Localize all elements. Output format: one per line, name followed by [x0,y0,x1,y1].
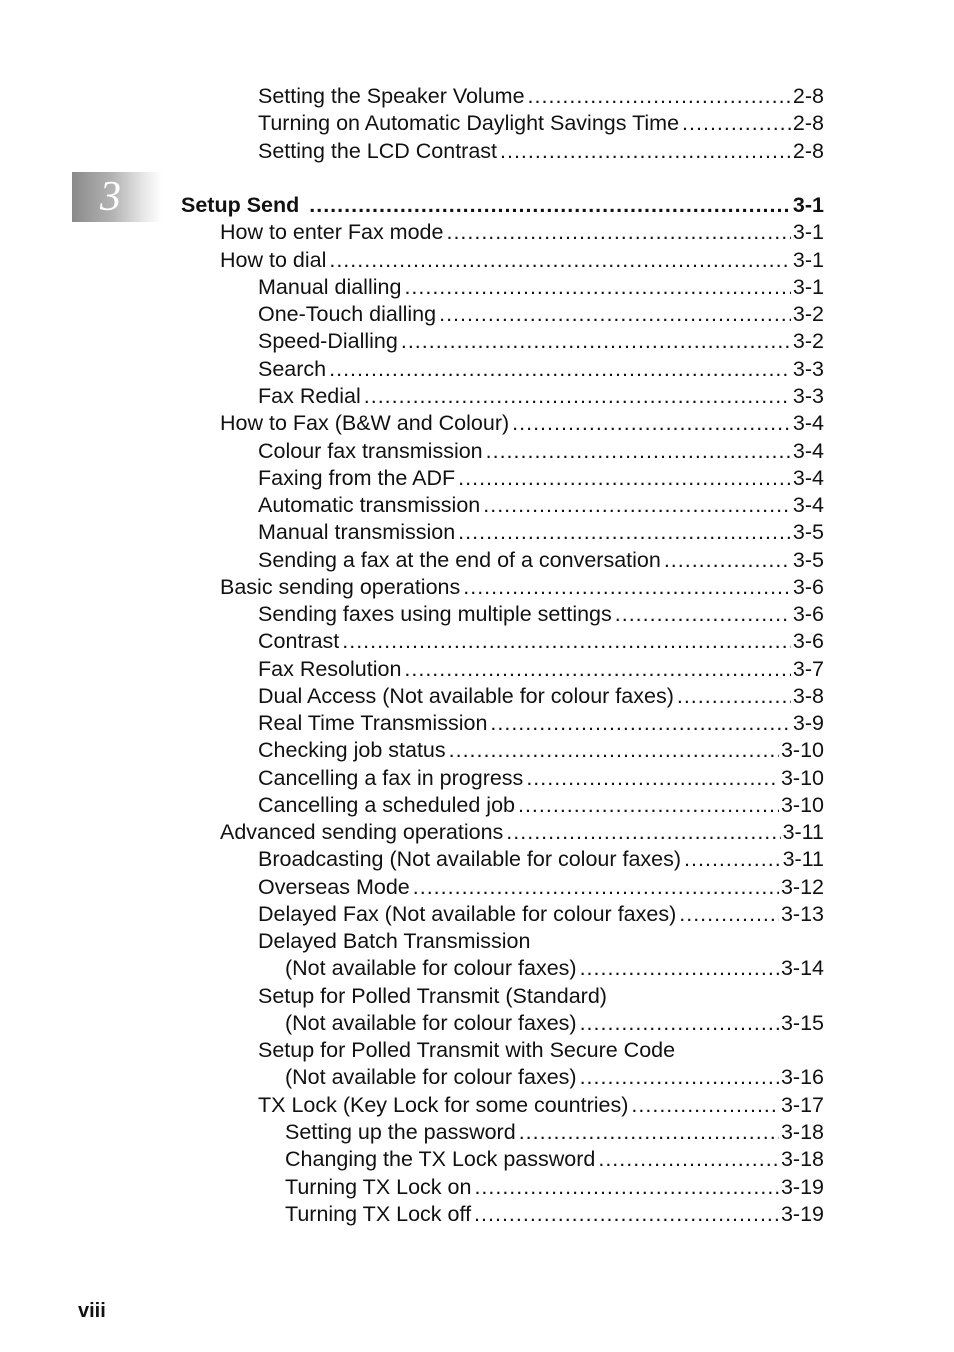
toc-entry-title: Fax Redial [258,384,361,408]
toc-entry[interactable] [258,683,824,709]
toc-entry[interactable] [285,1119,824,1145]
toc-entry-title: Broadcasting (Not available for colour faxes) [258,847,682,871]
toc-entry-title: Manual transmission [258,520,456,544]
toc-entry-title: Fax Resolution [258,657,402,681]
leader-dots [490,710,791,736]
toc-entry-page: 3-4 [792,493,824,517]
toc-entry-title: (Not available for colour faxes) [285,1011,577,1035]
toc-entry-page: 3-9 [792,711,824,735]
toc-entry-page: 3-18 [780,1147,824,1171]
leader-dots [463,574,791,600]
toc-entry[interactable] [285,1064,824,1090]
leader-dots [483,492,791,518]
toc-entry-page: 3-2 [792,329,824,353]
leader-dots [329,356,791,382]
toc-entry-title: Manual dialling [258,275,402,299]
toc-entry[interactable] [258,874,824,900]
toc-entry-page: 3-3 [792,384,824,408]
toc-entry[interactable] [258,710,824,736]
toc-entry-title: (Not available for colour faxes) [285,956,577,980]
leader-dots [413,874,779,900]
toc-entry-title: Speed-Dialling [258,329,398,353]
toc-entry-page: 3-2 [792,302,824,326]
toc-entry-page: 3-12 [780,875,824,899]
leader-dots [580,955,779,981]
toc-entry-title: Setting up the password [285,1120,516,1144]
toc-entry-page: 3-5 [792,520,824,544]
toc-entry[interactable] [258,846,824,872]
toc-entry-page: 3-1 [792,193,824,217]
toc-entry[interactable] [258,928,824,954]
toc-entry[interactable] [258,1092,824,1118]
toc-entry[interactable] [258,765,824,791]
toc-entry-title: Dual Access (Not available for colour faxes) [258,684,674,708]
toc-entry[interactable] [285,1146,824,1172]
toc-entry-title: (Not available for colour faxes) [285,1065,577,1089]
leader-dots [309,192,791,218]
toc-entry-page: 3-15 [780,1011,824,1035]
toc-entry-title: Turning TX Lock off [285,1202,472,1226]
toc-entry-page: 3-17 [780,1093,824,1117]
leader-dots [458,465,791,491]
toc-entry-page: 3-10 [780,738,824,762]
leader-dots [526,765,779,791]
leader-dots [615,601,791,627]
toc-entry[interactable] [220,574,824,600]
toc-entry-title: Setup for Polled Transmit with Secure Code [258,1038,676,1062]
toc-entry-page: 3-14 [780,956,824,980]
toc-entry[interactable] [258,465,824,491]
toc-entry-page: 3-6 [792,575,824,599]
toc-entry[interactable] [258,138,824,164]
leader-dots [631,1092,779,1118]
toc-entry-page: 3-4 [792,466,824,490]
toc-entry-page: 3-13 [780,902,824,926]
toc-entry-title: Automatic transmission [258,493,481,517]
leader-dots [404,656,791,682]
toc-entry-page: 3-11 [782,847,824,871]
toc-entry-title: Checking job status [258,738,446,762]
toc-entry-title: Real Time Transmission [258,711,488,735]
toc-entry[interactable] [258,328,824,354]
leader-dots [664,547,791,573]
leader-dots [598,1146,779,1172]
toc-entry[interactable] [258,438,824,464]
toc-entry-page: 3-19 [780,1202,824,1226]
leader-dots [519,1119,779,1145]
toc-chapter-entry[interactable] [181,192,824,218]
toc-entry-title: Sending a fax at the end of a conversation [258,548,661,572]
toc-entry-title: Setup for Polled Transmit (Standard) [258,984,607,1008]
toc-entry-title: Sending faxes using multiple settings [258,602,612,626]
toc-entry-page: 3-1 [792,248,824,272]
toc-entry[interactable] [220,219,824,245]
toc-entry[interactable] [285,1174,824,1200]
toc-entry[interactable] [258,792,824,818]
leader-dots [580,1010,779,1036]
toc-entry-page: 3-18 [780,1120,824,1144]
toc-entry[interactable] [258,656,824,682]
toc-entry-page: 3-11 [782,820,824,844]
leader-dots [329,247,791,273]
toc-entry[interactable] [285,955,824,981]
leader-dots [342,628,791,654]
toc-entry[interactable] [220,247,824,273]
leader-dots [512,410,791,436]
leader-dots [677,683,791,709]
toc-entry-page: 3-6 [792,602,824,626]
toc-entry-title: TX Lock (Key Lock for some countries) [258,1093,629,1117]
toc-entry[interactable] [258,547,824,573]
leader-dots [364,383,791,409]
toc-entry[interactable] [258,492,824,518]
toc-entry[interactable] [258,737,824,763]
toc-entry[interactable] [258,983,824,1009]
toc-entry-page: 3-3 [792,357,824,381]
toc-entry-page: 2-8 [792,111,824,135]
leader-dots [446,219,790,245]
toc-entry-title: One-Touch dialling [258,302,437,326]
leader-dots [528,83,791,109]
toc-entry-title: Contrast [258,629,340,653]
toc-entry-title: How to dial [220,248,327,272]
toc-entry-title: Colour fax transmission [258,439,483,463]
leader-dots [458,519,791,545]
toc-entry-title: Setting the LCD Contrast [258,139,498,163]
toc-entry-title: Advanced sending operations [220,820,504,844]
toc-entry[interactable] [220,410,824,436]
toc-entry-page: 3-7 [792,657,824,681]
toc-entry[interactable] [258,901,824,927]
toc-entry-title: Setup Send [181,193,300,217]
toc-entry-page: 3-8 [792,684,824,708]
leader-dots [518,792,779,818]
toc-entry[interactable] [258,628,824,654]
leader-dots [401,328,791,354]
leader-dots [682,110,791,136]
leader-dots [486,438,791,464]
leader-dots [404,274,790,300]
toc-entry-page: 2-8 [792,139,824,163]
toc-entry-page: 2-8 [792,84,824,108]
leader-dots [474,1201,779,1227]
toc-entry-page: 3-10 [780,793,824,817]
toc-entry-title: Overseas Mode [258,875,410,899]
leader-dots [684,846,781,872]
toc-entry[interactable] [258,601,824,627]
toc-entry[interactable] [258,1037,824,1063]
leader-dots [679,901,779,927]
toc-entry[interactable] [258,383,824,409]
toc-entry-title: Turning on Automatic Daylight Savings Time [258,111,680,135]
toc-entry-page: 3-10 [780,766,824,790]
toc-entry[interactable] [285,1201,824,1227]
leader-dots [500,138,791,164]
toc-entry-title: Cancelling a scheduled job [258,793,515,817]
leader-dots [580,1064,779,1090]
leader-dots [439,301,791,327]
chapter-number: 3 [100,174,121,220]
toc-entry[interactable] [258,83,824,109]
toc-entry-page: 3-5 [792,548,824,572]
toc-entry-title: Cancelling a fax in progress [258,766,524,790]
toc-entry-page: 3-1 [792,220,824,244]
toc-entry-page: 3-6 [792,629,824,653]
toc-entry[interactable] [258,274,824,300]
toc-entry-title: Turning TX Lock on [285,1175,472,1199]
toc-entry-page: 3-19 [780,1175,824,1199]
toc-entry-title: Changing the TX Lock password [285,1147,596,1171]
toc-entry-title: How to enter Fax mode [220,220,444,244]
page-number: viii [78,1300,106,1322]
toc-entry-page: 3-4 [792,439,824,463]
toc-entry-title: Basic sending operations [220,575,461,599]
toc-entry-title: How to Fax (B&W and Colour) [220,411,510,435]
toc-entry-title: Delayed Fax (Not available for colour faxes) [258,902,677,926]
toc-entry[interactable] [258,356,824,382]
toc-entry-page: 3-1 [792,275,824,299]
toc-entry-title: Faxing from the ADF [258,466,456,490]
toc-entry-page: 3-16 [780,1065,824,1089]
toc-entry[interactable] [258,301,824,327]
toc-entry-title: Delayed Batch Transmission [258,929,531,953]
leader-dots [449,737,779,763]
toc-entry[interactable] [285,1010,824,1036]
leader-dots [506,819,780,845]
leader-dots [474,1174,779,1200]
toc-entry-title: Setting the Speaker Volume [258,84,525,108]
toc-entry[interactable] [258,519,824,545]
toc-entry[interactable] [258,110,824,136]
toc-entry-title: Search [258,357,327,381]
toc-entry[interactable] [220,819,824,845]
toc-entry-page: 3-4 [792,411,824,435]
